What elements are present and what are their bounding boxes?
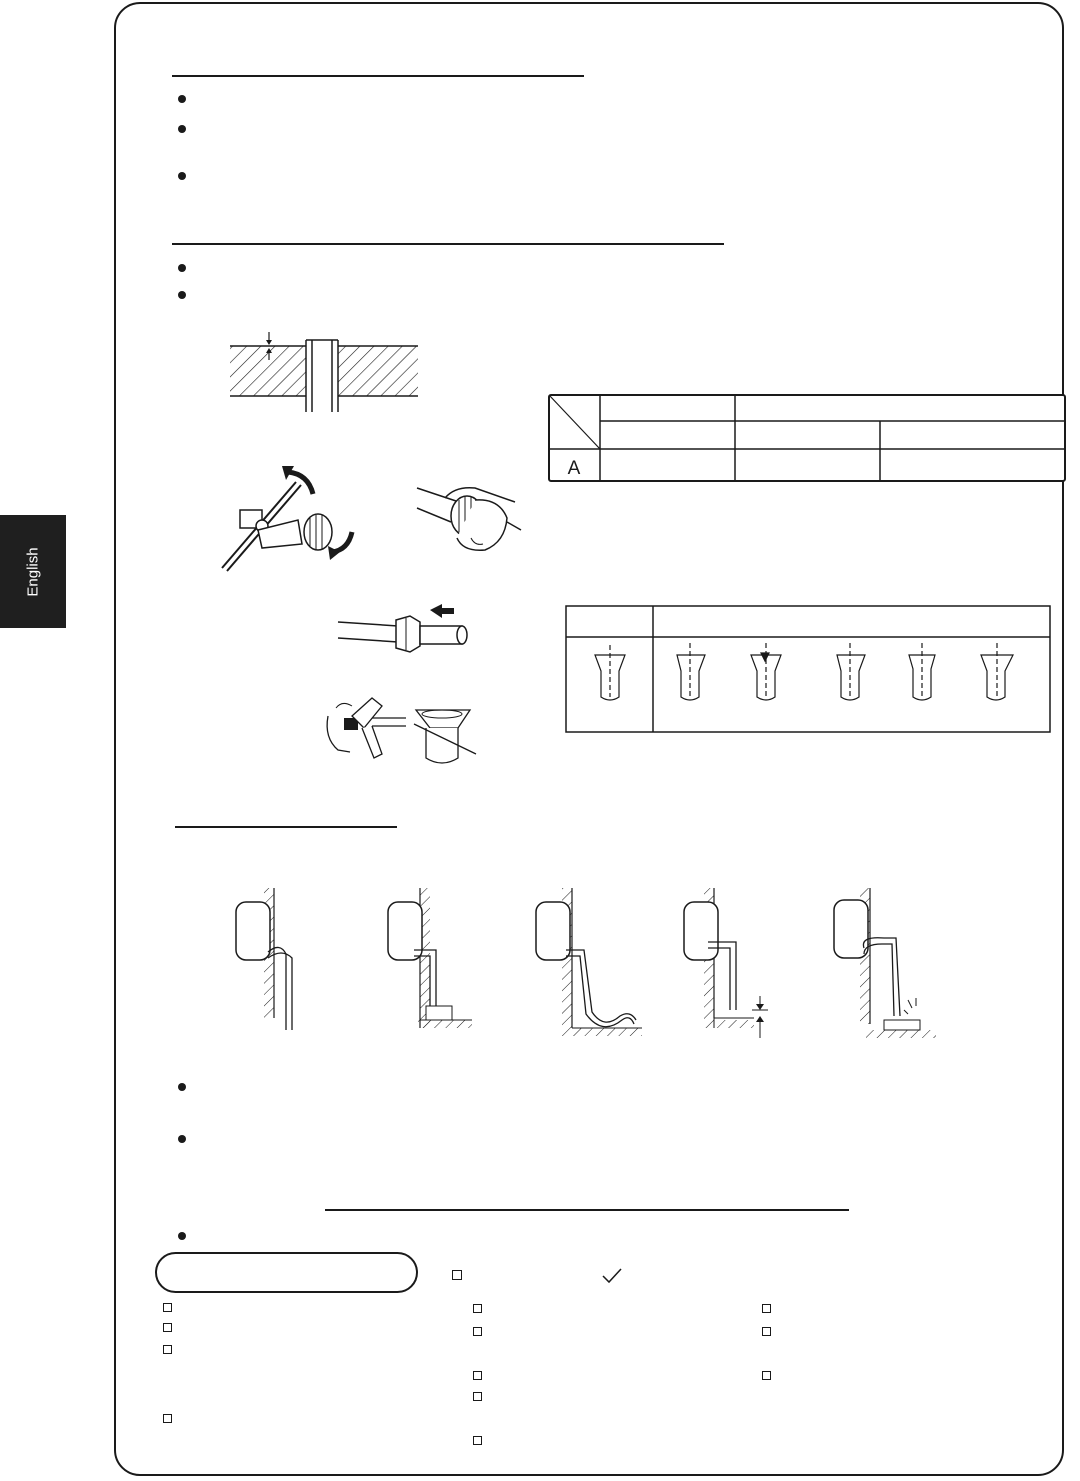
flare-table-row-label: A <box>567 458 581 479</box>
section-1-bullet-2 <box>178 125 186 133</box>
checklist-far-checkbox-1[interactable] <box>762 1304 771 1313</box>
drain-example-3 <box>536 888 642 1036</box>
checklist-left-checkbox-2[interactable] <box>163 1323 172 1332</box>
checklist-pill-header <box>155 1252 418 1293</box>
checklist-far-checkbox-3[interactable] <box>762 1371 771 1380</box>
section-4-heading-rule <box>325 1209 849 1211</box>
checklist-mid-checkbox-1[interactable] <box>473 1304 482 1313</box>
section-2-heading-rule <box>172 243 724 245</box>
section-2-bullet-2 <box>178 291 186 299</box>
section-3-bullet-2 <box>178 1135 186 1143</box>
checklist-mid-checkbox-5[interactable] <box>473 1436 482 1445</box>
checklist-mid-checkbox-3[interactable] <box>473 1371 482 1380</box>
drain-example-4 <box>684 888 768 1038</box>
drain-hose-illustrations <box>220 880 940 1045</box>
drain-example-1 <box>236 888 292 1030</box>
checklist-left-checkbox-1[interactable] <box>163 1303 172 1312</box>
flare-dimension-table <box>548 394 1066 482</box>
checklist-mid-checkbox-2[interactable] <box>473 1327 482 1336</box>
flare-nut-illustration <box>338 602 473 662</box>
flaring-tool-illustration <box>322 688 482 770</box>
checklist-far-checkbox-2[interactable] <box>762 1327 771 1336</box>
pipe-through-wall-illustration <box>220 330 420 415</box>
language-tab[interactable] <box>0 515 66 628</box>
section-3-bullet-1 <box>178 1083 186 1091</box>
section-4-bullet-1 <box>178 1232 186 1240</box>
language-tab-label: English <box>24 547 42 597</box>
section-3-heading-rule <box>175 826 397 828</box>
hand-reamer-illustration <box>415 478 525 558</box>
drain-example-5 <box>834 888 936 1038</box>
check-mark-icon <box>602 1268 622 1284</box>
section-1-bullet-3 <box>178 172 186 180</box>
section-1-heading-rule <box>172 75 584 77</box>
section-1-bullet-1 <box>178 95 186 103</box>
checklist-mid-checkbox-4[interactable] <box>473 1392 482 1401</box>
checklist-left-checkbox-4[interactable] <box>163 1414 172 1423</box>
flare-shape-table <box>565 605 1051 733</box>
checklist-left-checkbox-3[interactable] <box>163 1345 172 1354</box>
checklist-right-header-checkbox[interactable] <box>452 1270 462 1280</box>
drain-example-2 <box>388 888 472 1028</box>
section-2-bullet-1 <box>178 264 186 272</box>
pipe-cutter-illustration <box>218 460 358 575</box>
